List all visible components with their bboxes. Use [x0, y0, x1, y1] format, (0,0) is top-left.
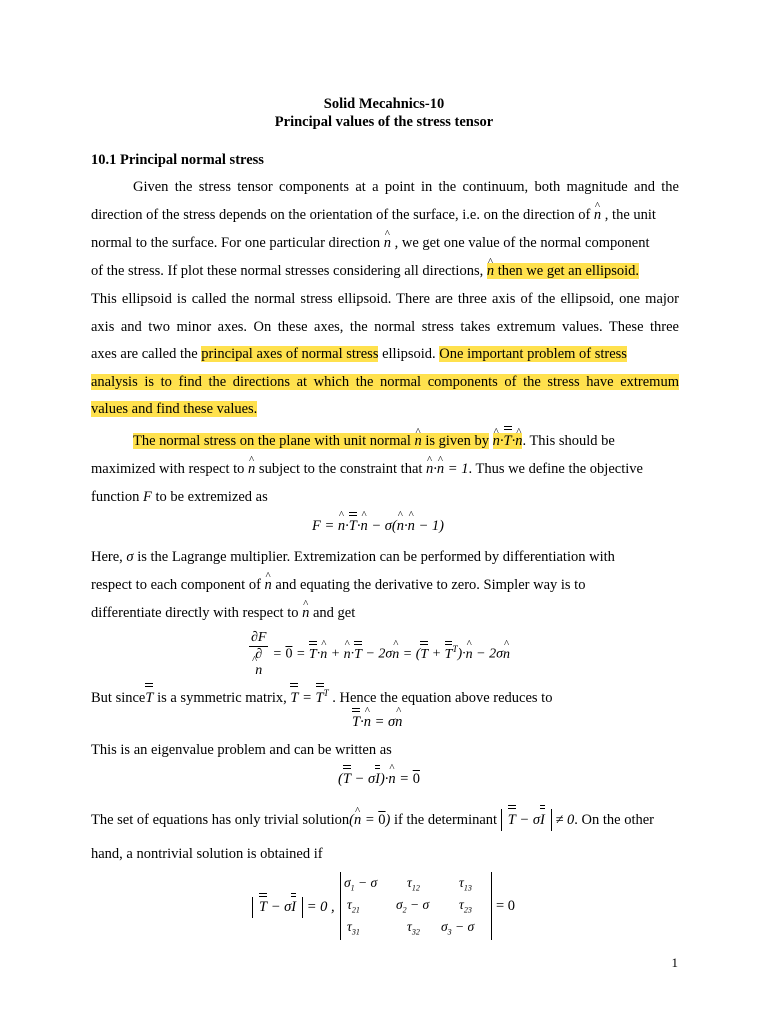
- text-run: , the unit: [604, 207, 656, 223]
- text-run: of the stress. If plot these normal stresses considering all directions,: [91, 263, 484, 279]
- constraint-expression: n ^·n ^ = 1: [426, 461, 468, 477]
- n-hat-symbol: n ^: [414, 432, 421, 450]
- text-run: and equating the derivative to zero. Simpler way is to: [275, 577, 586, 593]
- n-hat-symbol: n ^: [384, 234, 391, 252]
- paragraph-line: [91, 548, 679, 566]
- doc-subtitle: Principal values of the stress tensor: [274, 114, 494, 130]
- text-run: Given the stress tensor components at a point in the continuum, both magnitude and the: [133, 179, 679, 195]
- paragraph-line: [91, 604, 679, 622]
- paragraph-line: hand, a nontrivial solution is obtained if: [91, 846, 323, 862]
- f-symbol: F: [142, 489, 152, 505]
- text-run: respect to each component of: [91, 577, 261, 593]
- paragraph-line: [91, 400, 679, 418]
- paragraph-line: This is an eigenvalue problem and can be written as: [91, 742, 392, 758]
- paragraph-line: [91, 290, 679, 308]
- page-number: 1: [671, 955, 678, 970]
- text-run: direction of the stress depends on the orientation of the surface, i.e. on the direction of: [91, 207, 591, 223]
- trivial-solution-expression: (n ^ = 0): [349, 812, 390, 828]
- highlight: [133, 433, 489, 449]
- objective-equation: F = n ^·T·n ^ − σ(n ^·n ^ − 1): [312, 518, 444, 535]
- paragraph-line: [91, 373, 679, 391]
- paragraph-line: [91, 318, 679, 336]
- n-hat-symbol: n ^: [515, 432, 522, 450]
- n-hat-symbol: n ^: [594, 206, 601, 224]
- paragraph-line: [133, 432, 721, 450]
- paragraph-line: [91, 684, 679, 707]
- paragraph-line: [91, 576, 679, 594]
- text-run: maximized with respect to: [91, 461, 245, 477]
- text-run: . On the other: [574, 812, 655, 828]
- text-run: if the determinant: [394, 812, 498, 828]
- derivative-equation: ∂F ∂ n ^ = 0 = T·n ^ + n ^·T − 2σn ^ = $(T + T^T)\cdot n$ ^ − 2σn ^: [249, 630, 510, 679]
- highlight: One important problem of stress: [439, 346, 627, 362]
- n-hat-symbol: n ^: [493, 432, 500, 450]
- n-hat-symbol: n ^: [265, 576, 272, 594]
- paragraph-line: [91, 460, 679, 478]
- sigma-symbol: σ: [126, 549, 134, 565]
- paragraph-line: [91, 809, 679, 831]
- highlight: analysis is to find the directions at which the normal components of the stress have extremum: [91, 374, 679, 390]
- normal-stress-expression: n ^·T·n ^: [493, 433, 523, 449]
- text-run: Here,: [91, 549, 123, 565]
- text-run: . Thus we define the objective: [468, 461, 643, 477]
- tensor-symbol: T: [145, 689, 154, 706]
- paragraph-line: [91, 262, 679, 280]
- eigen-equation: T·n ^ = σn ^: [352, 714, 402, 731]
- highlight: principal axes of normal stress: [201, 346, 379, 362]
- text-run: But since: [91, 689, 146, 706]
- text-run: differentiate directly with respect to: [91, 605, 299, 621]
- eigenvalue-problem-equation: (T − σI)·n ^ = 0: [338, 771, 420, 788]
- doc-title: Solid Mecahnics-10: [323, 96, 445, 112]
- text-run: is given by: [425, 433, 489, 449]
- determinant-equation-lhs: T − σI = 0 ,: [252, 897, 335, 918]
- paragraph-line: [91, 234, 679, 252]
- text-run: axis and two minor axes. On these axes, the normal stress takes extremum values. These three: [91, 319, 679, 335]
- text-run: then we get an ellipsoid.: [497, 263, 640, 279]
- text-run: to be extremized as: [155, 489, 268, 505]
- text-run: subject to the constraint that: [258, 461, 423, 477]
- text-run: and get: [312, 605, 356, 621]
- highlight: values and find these values.: [91, 401, 258, 417]
- paragraph-line: [91, 488, 679, 506]
- determinant-expression: T − σI ≠ 0: [501, 812, 575, 828]
- n-hat-symbol: n ^: [302, 604, 309, 622]
- stress-determinant-matrix: $\sigma_1 - \sigma$ $\tau_{12}$ $\tau_{13}$ $\tau_{21}$ $\sigma_2 - \sigma$ $\tau_{23}$ $\tau_{31}$ $\tau_{32}$ $\sigma_3 - \sigma$: [340, 872, 492, 940]
- text-run: is a symmetric matrix,: [157, 689, 287, 706]
- n-hat-symbol: n ^: [248, 460, 255, 478]
- text-run: . This should be: [522, 433, 615, 449]
- text-run: The set of equations has only trivial solution: [91, 812, 350, 828]
- tensor-symbol: T: [503, 433, 512, 449]
- n-hat-symbol: n ^: [487, 262, 494, 280]
- text-run: . Hence the equation above reduces to: [332, 689, 553, 706]
- text-run: normal to the surface. For one particular direction: [91, 235, 381, 251]
- text-run: is the Lagrange multiplier. Extremization can be performed by differentiation with: [137, 549, 615, 565]
- highlight: [487, 263, 639, 279]
- n-hat-symbol: n ^: [426, 460, 433, 478]
- text-run: ellipsoid.: [382, 346, 436, 362]
- text-run: This ellipsoid is called the normal stress ellipsoid. There are three axis of the ellipsoid, one major: [91, 291, 679, 307]
- paragraph-line: [91, 345, 679, 363]
- text-run: , we get one value of the normal component: [394, 235, 650, 251]
- n-hat-symbol: n ^: [437, 460, 444, 478]
- paragraph-line: [91, 206, 679, 224]
- text-run: function: [91, 489, 140, 505]
- text-run: axes are called the: [91, 346, 198, 362]
- section-heading: 10.1 Principal normal stress: [91, 152, 264, 168]
- symmetry-expression: $T = T^T$: [290, 688, 329, 706]
- determinant-equation-rhs: = 0: [496, 898, 516, 914]
- text-run: The normal stress on the plane with unit normal: [133, 433, 411, 449]
- paragraph-line: [133, 178, 679, 196]
